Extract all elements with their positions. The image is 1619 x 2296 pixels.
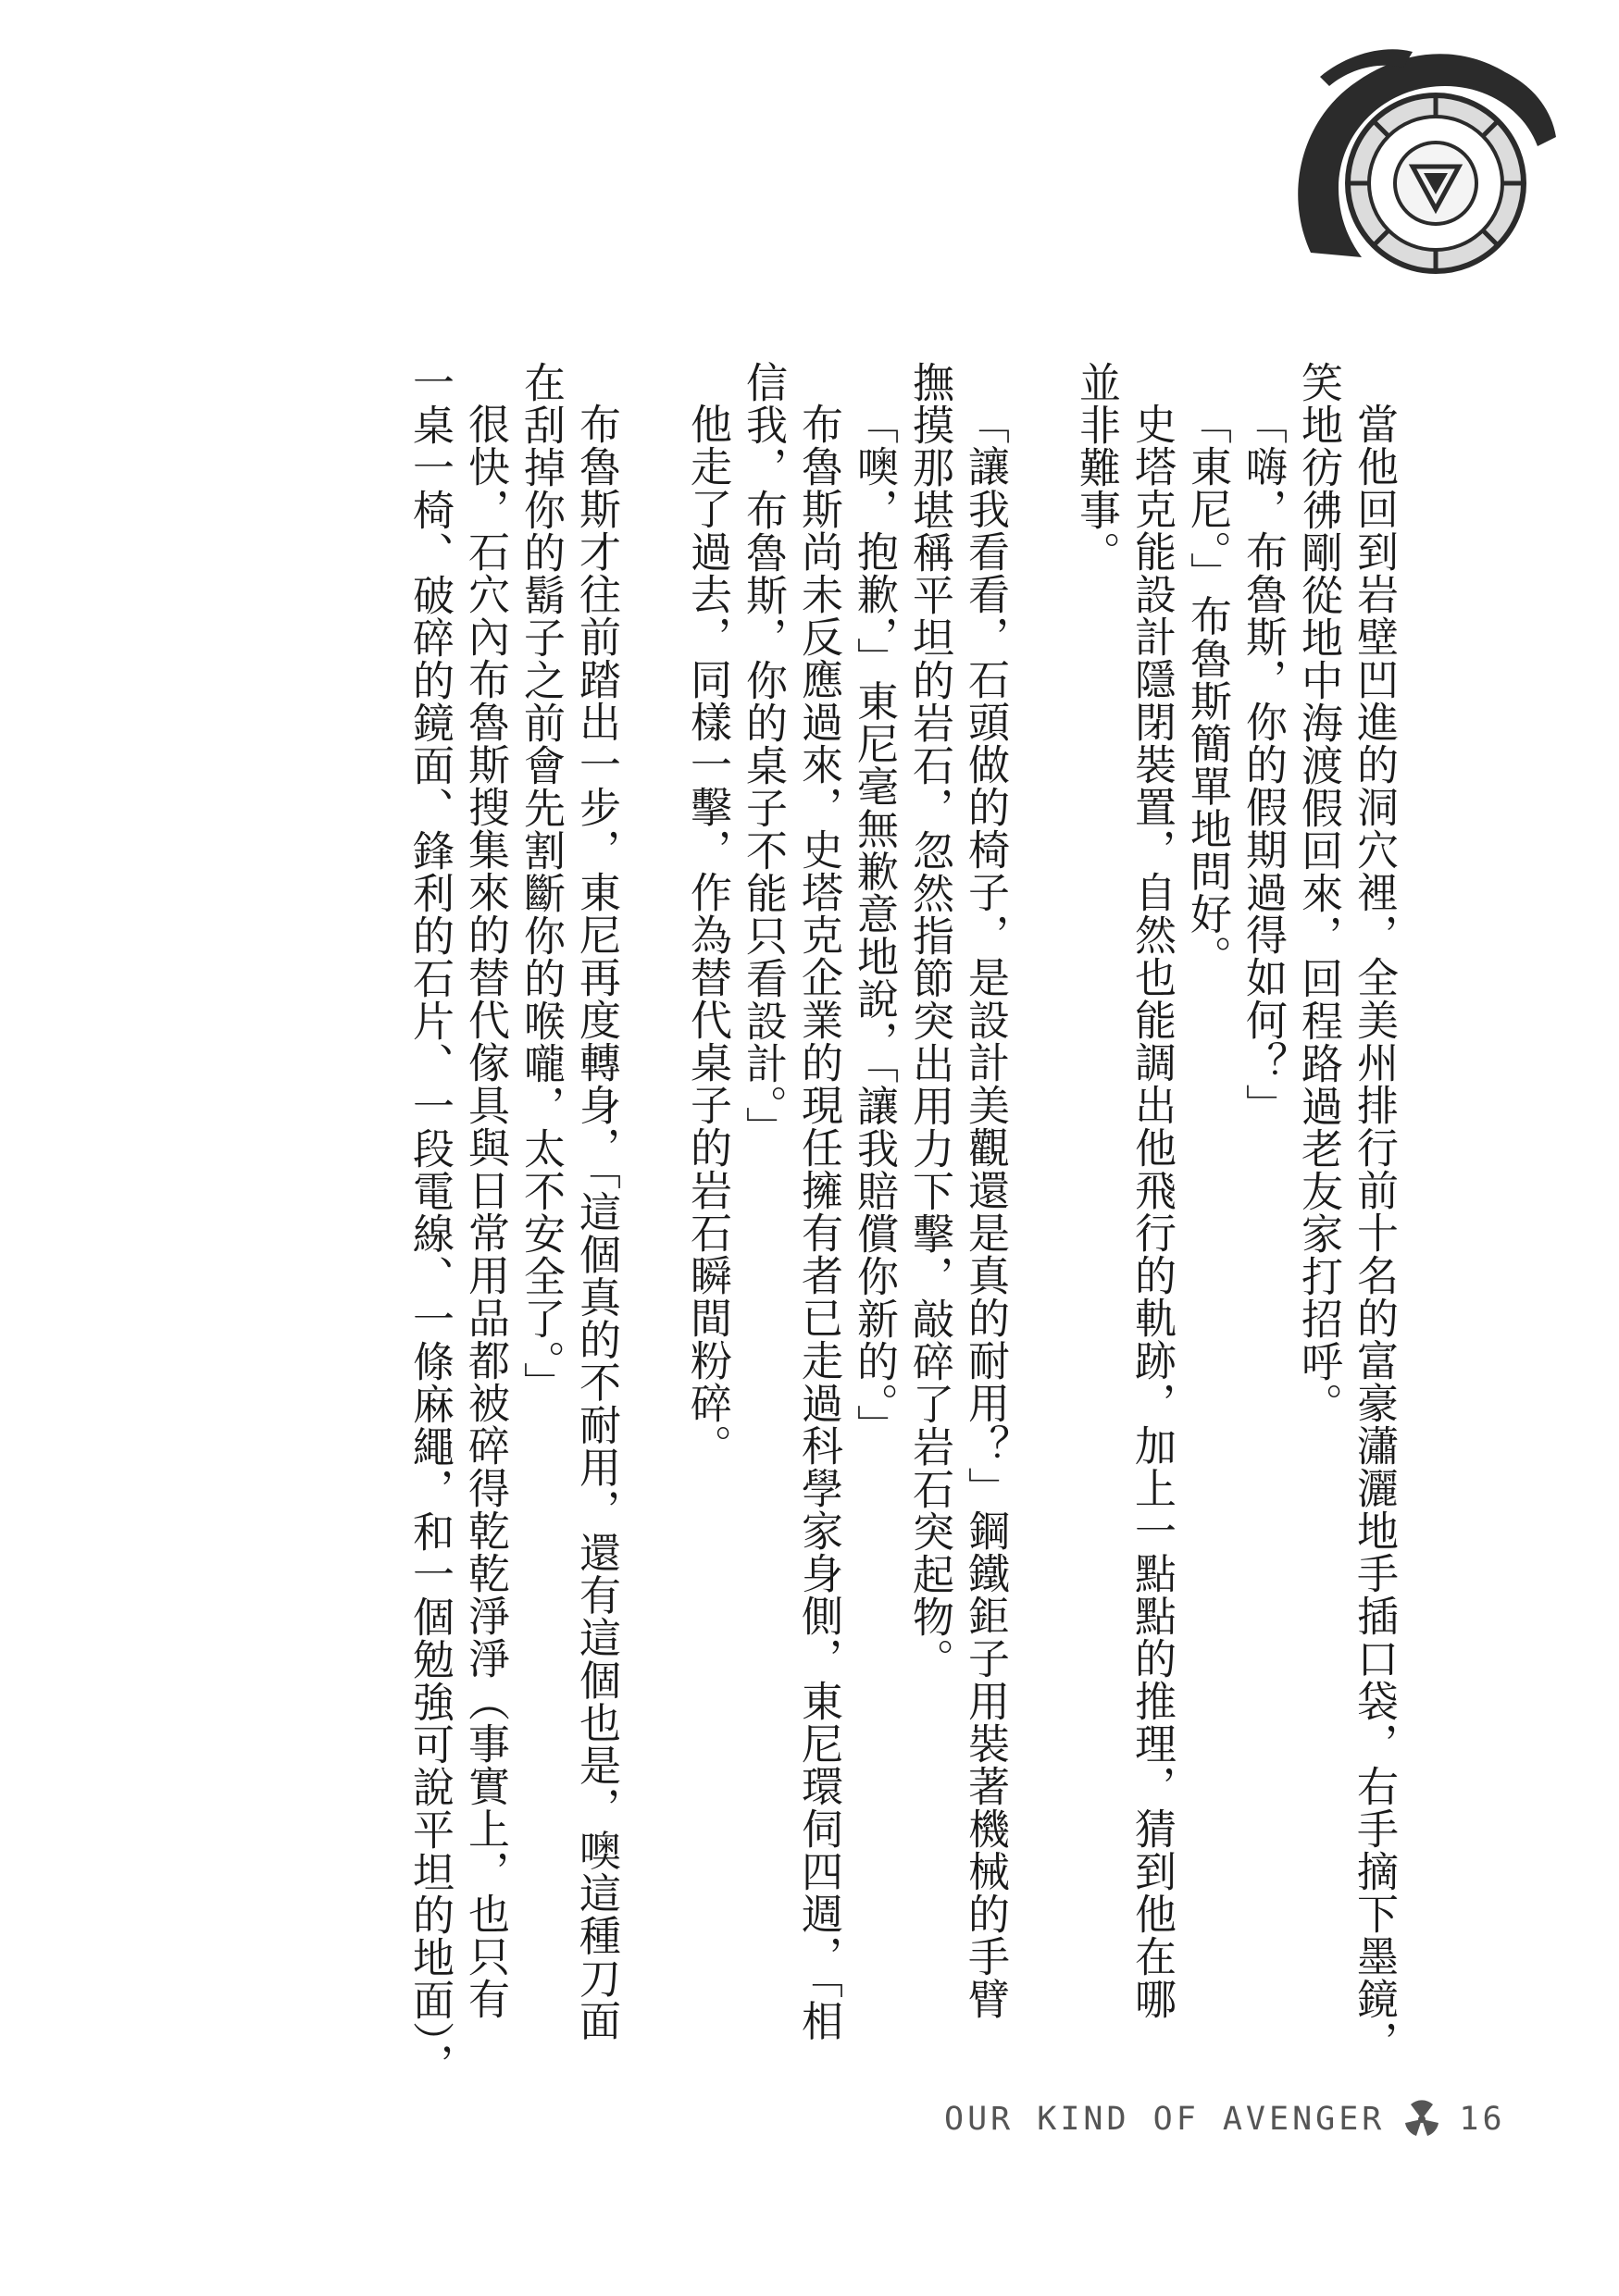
paragraph-16: 一桌一椅、破碎的鏡面、鋒利的石片、一段電線、一條麻繩，和一個勉強可說平坦的地面）， [405, 361, 455, 2086]
paragraph-14: 在刮掉你的鬍子之前會先割斷你的喉嚨，太不安全了。」 [517, 361, 566, 1405]
paragraph-15: 很快，石穴內布魯斯搜集來的替代傢具與日常用品都被碎得乾乾淨淨（事實上，也只有 [461, 403, 510, 2020]
paragraph-3: 「嗨，布魯斯，你的假期過得如何？」 [1239, 403, 1288, 1126]
paragraph-5: 史塔克能設計隱閉裝置，自然也能調出他飛行的軌跡，加上一點點的推理，猜到他在哪 [1127, 403, 1177, 2020]
paragraph-9: 「噢，抱歉，」東尼毫無歉意地說，「讓我賠償你新的。」 [850, 403, 899, 1447]
vertical-text-body [402, 361, 1401, 2091]
paragraph-7: 「讓我看看，石頭做的椅子，是設計美觀還是真的耐用？」鋼鐵鉅子用裝著機械的手臂 [961, 403, 1010, 2020]
paragraph-13: 布魯斯才往前踏出一步，東尼再度轉身，「這個真的不耐用，還有這個也是，噢這種刀面 [572, 403, 621, 2042]
page-footer [944, 2099, 1506, 2140]
radiation-trefoil-icon [1401, 2099, 1442, 2140]
paragraph-11: 信我，布魯斯，你的桌子不能只看設計。」 [739, 361, 788, 1149]
paragraph-1: 當他回到岩壁凹進的洞穴裡，全美州排行前十名的富豪瀟灑地手插口袋，右手摘下墨鏡， [1350, 403, 1399, 2063]
paragraph-4: 「東尼。」布魯斯簡單地問好。 [1183, 403, 1232, 978]
arc-reactor-emblem-icon [1274, 35, 1561, 276]
page-number: 16 [1459, 2101, 1506, 2138]
paragraph-8: 撫摸那堪稱平坦的岩石，忽然指節突出用力下擊，敲碎了岩石突起物。 [905, 361, 954, 1681]
paragraph-6: 並非難事。 [1072, 361, 1121, 574]
paragraph-10: 布魯斯尚未反應過來，史塔克企業的現任擁有者已走過科學家身側，東尼環伺四週，「相 [794, 403, 843, 2042]
footer-title: OUR KIND OF AVENGER [944, 2101, 1386, 2138]
paragraph-2: 笑地彷彿剛從地中海渡假回來，回程路過老友家打招呼。 [1294, 361, 1343, 1425]
paragraph-12: 他走了過去，同樣一擊，作為替代桌子的岩石瞬間粉碎。 [683, 403, 732, 1467]
